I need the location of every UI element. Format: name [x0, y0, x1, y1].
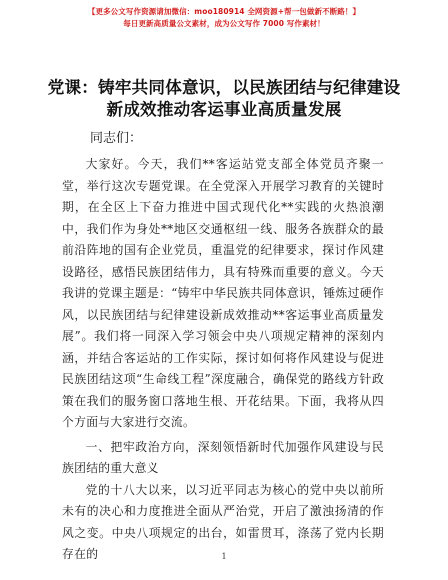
promo-banner-line-1: 【更多公文写作资源请加微信：moo180914 全网资源+帮一包做新不断路！】 [87, 7, 361, 16]
paragraph-intro: 大家好。今天，我们**客运站党支部全体党员齐聚一堂，举行这次专题党课。在全党深入开展学习教育的关键时期，在全区上下奋力推进中国式现代化**实践的火热浪潮中，我们作为身处**地区交通枢纽一线、服务各族群众的最前沿阵地的国有企业党员，重温党的纪律要求，探讨作风建设路径，感悟民族团结伟力，具有特殊而重要的意义。今天我讲的党课主题是：“铸牢中华民族共同体意识，锤炼过硬作风，以民族团结与纪律建设新成效推动**客运事业高质量发展”。我们将一同深入学习领会中央八项规定精神的深刻内涵，并结合客运站的工作实际，探讨如何将作风建设与促进民族团结这项“生命线工程”深度融合，确保党的路线方针政策在我们的服务窗口落地生根、开花结果。下面，我将从四个方面与大家进行交流。 [62, 157, 384, 429]
promo-banner-line-2: 每日更新高质量公文素材，成为公文写作 7000 写作素材！ [123, 19, 325, 28]
page-number: 1 [221, 552, 227, 561]
section-heading-1: 一、把牢政治方向，深刻领悟新时代加强作风建设与民族团结的重大意义 [62, 439, 384, 475]
document-body [62, 154, 384, 566]
document-title: 党课：铸牢共同体意识，以民族团结与纪律建设新成效推动客运事业高质量发展 [47, 78, 401, 119]
paragraph-section-1: 党的十八大以来，以习近平同志为核心的党中央以前所未有的决心和力度推进全面从严治党，开启了激浊扬清的作风之变。中央八项规定的出台，如雷贯耳，涤荡了党内长期存在的 [62, 482, 384, 561]
salutation: 同志们： [90, 131, 143, 146]
